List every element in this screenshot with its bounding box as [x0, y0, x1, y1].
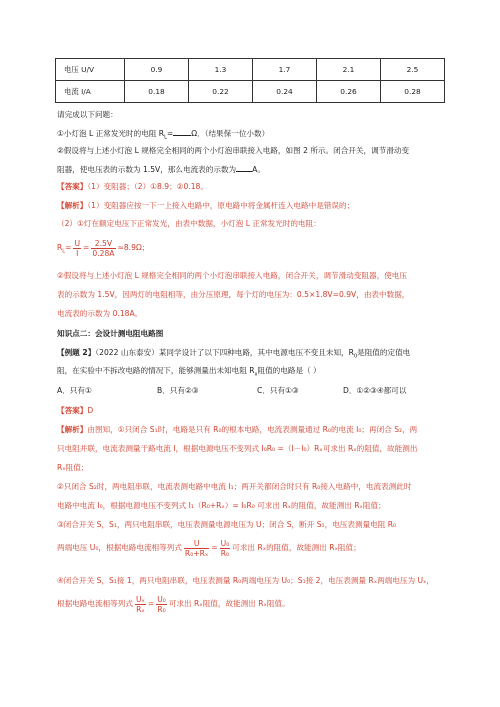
frac-den: Rₓ: [136, 604, 145, 614]
table-cell: 电压 U/V: [56, 59, 125, 81]
example-text: （2022 山东泰安）某同学设计了以下四种电路，其中电源电压不变且未知，R: [95, 348, 354, 357]
analysis-text: 可求出 Rₓ阻值，故能测出 Rₓ阻值。: [168, 599, 290, 608]
example-sub: x: [254, 371, 258, 378]
frac-den: R₀: [220, 548, 230, 558]
formula-eq: =: [83, 243, 90, 252]
table-cell: 2.5: [381, 59, 445, 81]
analysis-tag: 【解析】: [57, 201, 88, 210]
q1-suffix: Ω．（结果保一位小数）: [191, 129, 270, 138]
example-text: 阻值的电路是（ ）: [257, 366, 321, 375]
analysis-3-line1: ②假设将与上述小灯泡 L 规格完全相同的两个小灯泡串联接入电路，闭合开关，调节滑动变阻器，使电压: [57, 271, 407, 280]
answer-blank: [236, 163, 252, 172]
analysis-text: 根据电路电流相等列式: [57, 599, 133, 608]
frac-num: U₀: [220, 538, 230, 548]
table-cell: 0.28: [381, 81, 445, 103]
fraction: [156, 595, 167, 614]
answer-text: （1）变阻器；（2）①8.9；②0.18。: [87, 182, 208, 191]
frac-den: I: [76, 248, 79, 258]
fraction: [184, 539, 209, 558]
data-table: [55, 58, 445, 103]
analysis-b-line3: Rₓ阻值；: [57, 463, 89, 472]
table-cell: 1.7: [253, 59, 317, 81]
question-2-line2: [57, 163, 265, 175]
analysis-e-line2: [57, 594, 290, 614]
fraction-u-i: [73, 239, 81, 258]
analysis-tag: 【解析】: [57, 425, 88, 434]
example-text: 阻，在实验中不拆改电路的情况下，能够测量出未知电阻 R: [57, 366, 255, 375]
analysis-c-line1: ②只闭合 S₂时，两电阻串联，电流表测电路中电流 I₁；两开关都闭合时只有 R₀接入电路中，电流表测此时: [57, 482, 412, 491]
table-row: [56, 81, 445, 103]
option-b: B．只有②③: [157, 386, 199, 395]
frac-num: U₀: [157, 594, 166, 604]
q2-unit: A。: [252, 165, 265, 174]
frac-num: U: [184, 539, 209, 549]
analysis-d-line2: [57, 538, 361, 558]
analysis-3-line2: 表的示数为 1.5V，因两灯的电阻相等，由分压原理，每个灯的电压为：0.5×1.8V=0.9V，由表中数据，: [57, 290, 410, 299]
formula-eq: =: [211, 543, 218, 552]
question-2-line1: ②假设将与上述小灯泡 L 规格完全相同的两个小灯泡串联接入电路，如图 2 所示。闭合开关，调节滑动变: [57, 146, 410, 155]
analysis-text: 由图知，①只闭合 S₁时，电路是只有 R₀的根本电路，电流表测量通过 R₀的电流 I₀；再闭合 S₂，两: [87, 425, 418, 434]
example-2-line1: [57, 347, 410, 363]
option-d: D．①②③④都可以: [343, 386, 407, 395]
frac-num: 2.5V: [91, 239, 115, 249]
table-cell: 电流 I/A: [56, 81, 125, 103]
answer-tag: 【答案】: [57, 406, 88, 415]
option-a: A．只有①: [57, 386, 92, 395]
analysis-3-line3: 电流表的示数为 0.18A。: [57, 309, 143, 318]
table-cell: 1.3: [189, 59, 253, 81]
analysis-e-line1: ④闭合开关 S，S₁接 1，两只电阻串联，电压表测量 R₀两端电压为 U₀；S₁接 2，电压表测量 Rₓ两端电压为 Uₓ，: [57, 576, 434, 585]
answer-text: D: [87, 406, 94, 415]
analysis-c-line2: 电路中电流 I₀，根据电源电压不变列式 I₁（R₀+Rₓ）= I₀R₀ 可求出 Rₓ的阻值，故能测出 Rₓ阻值；: [57, 501, 386, 510]
table-cell: 0.26: [317, 81, 381, 103]
analysis-text: 可求出 Rₓ的阻值，故能测出 Rₓ阻值；: [232, 543, 361, 552]
answer-tag: 【答案】: [57, 182, 88, 191]
table-cell: 0.24: [253, 81, 317, 103]
q2-text: 阻器，使电压表的示数为 1.5V，那么电流表的示数为: [57, 165, 237, 174]
fraction: [135, 595, 146, 614]
question-1: [57, 127, 269, 144]
example-sub: 0: [353, 353, 358, 360]
analysis-1: [57, 200, 354, 211]
answer-1: [57, 181, 208, 192]
frac-den: R₀+Rₓ: [184, 548, 209, 558]
answer-2: [57, 405, 93, 416]
frac-num: Uₓ: [135, 594, 145, 604]
q1-mid: =: [166, 129, 174, 138]
question-intro: 请完成以下问题：: [57, 110, 118, 119]
answer-blank: [173, 127, 191, 136]
table-row: [56, 59, 445, 81]
frac-den: R₀: [157, 604, 166, 614]
fraction: [220, 539, 231, 558]
section-title: 知识点二：会设计测电阻电路图: [57, 329, 164, 338]
option-c: C．只有①③: [257, 386, 299, 395]
formula-eq: =: [147, 599, 155, 608]
fraction-values: [91, 239, 115, 258]
table-cell: 2.1: [317, 59, 381, 81]
analysis-d-line1: ③闭合开关 S，S₁，两只电阻串联，电压表测量电源电压为 U；闭合 S，断开 S₁，电压表测量电阻 R₀: [57, 520, 397, 529]
formula-eq: =: [65, 243, 72, 252]
analysis-text: 两端电压 U₀，根据电路电流相等列式: [57, 543, 182, 552]
example-2-line2: [57, 365, 321, 381]
frac-den: 0.28A: [92, 248, 115, 258]
q1-sub: L: [164, 134, 167, 141]
example-text: 是阻值的定值电: [357, 348, 411, 357]
formula-rl: [57, 238, 149, 262]
formula-result: ≈8.9Ω；: [117, 243, 150, 252]
example-tag: 【例题 2】: [57, 348, 96, 357]
table-cell: 0.22: [189, 81, 253, 103]
analysis-text: （1）变阻器应按一下一上接入电路中，原电路中将金属杆连入电路中是错误的；: [87, 201, 355, 210]
table-cell: 0.9: [125, 59, 189, 81]
analysis-b-line2: 只电阻并联，电流表测量干路电流 I，根据电源电压不变列式 I₀R₀ =（I－I₀）Rₓ可求出 Rₓ的阻值，故能测出: [57, 444, 418, 453]
analysis-2-line1: （2）①灯在额定电压下正常发光，由表中数据，小灯泡 L 正常发光时的电阻：: [57, 219, 321, 228]
q1-prefix: ①小灯泡 L 正常发光时的电阻 R: [57, 129, 165, 138]
formula-r: R: [57, 243, 63, 252]
table-cell: 0.18: [125, 81, 189, 103]
formula-r-sub: L: [62, 248, 66, 255]
frac-num: U: [74, 238, 81, 248]
analysis-b-line1: [57, 424, 417, 435]
